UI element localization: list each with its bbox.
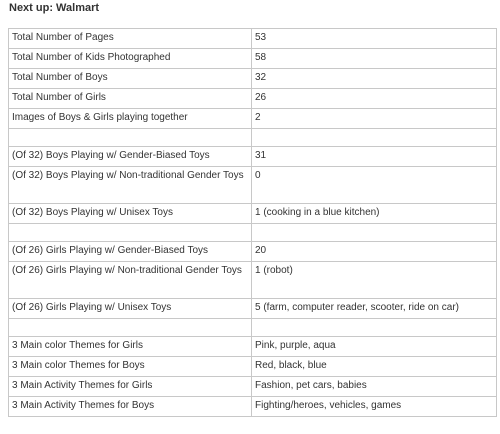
row-value bbox=[252, 129, 497, 147]
row-value: Red, black, blue bbox=[252, 357, 497, 377]
row-label bbox=[9, 129, 252, 147]
row-value: 5 (farm, computer reader, scooter, ride on car) bbox=[252, 299, 497, 319]
stats-table bbox=[8, 28, 497, 417]
row-label: Total Number of Pages bbox=[9, 29, 252, 49]
page-heading: Next up: Walmart bbox=[9, 2, 100, 14]
row-label: 3 Main color Themes for Boys bbox=[9, 357, 252, 377]
row-label bbox=[9, 224, 252, 242]
row-label: Images of Boys & Girls playing together bbox=[9, 109, 252, 129]
row-label: (Of 26) Girls Playing w/ Gender-Biased Toys bbox=[9, 242, 252, 262]
row-label: Total Number of Girls bbox=[9, 89, 252, 109]
row-value: 53 bbox=[252, 29, 497, 49]
row-value: 31 bbox=[252, 147, 497, 167]
table-row bbox=[9, 109, 497, 129]
row-label: Total Number of Kids Photographed bbox=[9, 49, 252, 69]
row-value: 1 (robot) bbox=[252, 262, 497, 299]
table-row bbox=[9, 299, 497, 319]
row-value: 58 bbox=[252, 49, 497, 69]
row-value: 26 bbox=[252, 89, 497, 109]
row-value bbox=[252, 224, 497, 242]
row-label: (Of 26) Girls Playing w/ Unisex Toys bbox=[9, 299, 252, 319]
row-value: 32 bbox=[252, 69, 497, 89]
row-label: (Of 32) Boys Playing w/ Gender-Biased Toys bbox=[9, 147, 252, 167]
row-label bbox=[9, 319, 252, 337]
row-value: 1 (cooking in a blue kitchen) bbox=[252, 204, 497, 224]
spacer-row bbox=[9, 224, 497, 242]
table-row bbox=[9, 357, 497, 377]
row-value: Fashion, pet cars, babies bbox=[252, 377, 497, 397]
row-label: (Of 32) Boys Playing w/ Non-traditional Gender Toys bbox=[9, 167, 252, 204]
table-row bbox=[9, 377, 497, 397]
table-row bbox=[9, 167, 497, 204]
row-value: Fighting/heroes, vehicles, games bbox=[252, 397, 497, 417]
row-label: (Of 32) Boys Playing w/ Unisex Toys bbox=[9, 204, 252, 224]
table-row bbox=[9, 397, 497, 417]
table-row bbox=[9, 262, 497, 299]
row-value: 0 bbox=[252, 167, 497, 204]
table-row bbox=[9, 49, 497, 69]
row-value: Pink, purple, aqua bbox=[252, 337, 497, 357]
table-row bbox=[9, 147, 497, 167]
row-label: 3 Main color Themes for Girls bbox=[9, 337, 252, 357]
row-label: 3 Main Activity Themes for Boys bbox=[9, 397, 252, 417]
table-row bbox=[9, 69, 497, 89]
stats-table-body bbox=[9, 29, 497, 417]
spacer-row bbox=[9, 129, 497, 147]
table-row bbox=[9, 337, 497, 357]
row-value: 2 bbox=[252, 109, 497, 129]
row-label: Total Number of Boys bbox=[9, 69, 252, 89]
table-row bbox=[9, 29, 497, 49]
row-value bbox=[252, 319, 497, 337]
spacer-row bbox=[9, 319, 497, 337]
table-row bbox=[9, 204, 497, 224]
row-value: 20 bbox=[252, 242, 497, 262]
row-label: (Of 26) Girls Playing w/ Non-traditional Gender Toys bbox=[9, 262, 252, 299]
table-row bbox=[9, 89, 497, 109]
table-row bbox=[9, 242, 497, 262]
row-label: 3 Main Activity Themes for Girls bbox=[9, 377, 252, 397]
